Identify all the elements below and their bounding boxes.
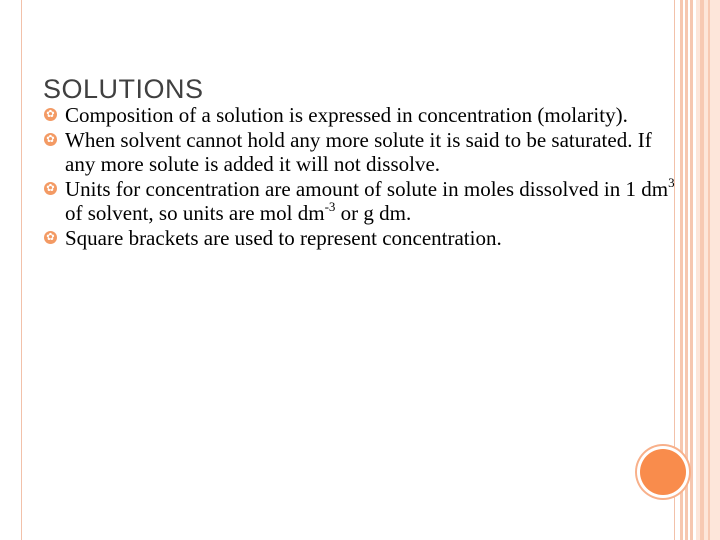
superscript: 3 <box>668 174 675 190</box>
bullet-text: Square brackets are used to represent concentration. <box>65 225 502 250</box>
frame-left-line <box>21 0 22 540</box>
decorative-stripe <box>685 0 688 540</box>
slide-title: SOLUTIONS <box>43 74 204 104</box>
bullet-item <box>45 174 675 226</box>
flower-bullet-icon: ✿ <box>44 231 57 244</box>
flower-bullet-icon: ✿ <box>44 182 57 195</box>
bullet-text: Composition of a solution is expressed in concentration (molarity). <box>65 103 628 127</box>
bullet-item <box>45 103 675 128</box>
bullet-item <box>45 226 675 251</box>
orange-circle-decoration <box>640 449 686 495</box>
decorative-stripe <box>690 0 693 540</box>
decorative-stripe <box>708 0 710 540</box>
bullet-text-part: Units for concentration are amount of solute in moles dissolved in 1 dm <box>65 176 669 201</box>
flower-bullet-icon: ✿ <box>44 108 57 121</box>
superscript: -3 <box>324 199 336 214</box>
bullet-list <box>45 103 675 250</box>
decorative-stripe <box>700 0 704 540</box>
bullet-text-part: or g dm. <box>335 201 412 225</box>
bullet-text-part: of solvent, so units are mol dm <box>65 201 325 225</box>
bullet-text: When solvent cannot hold any more solute it is said to be saturated. If any more solute is added it will not dissolve. <box>65 127 652 176</box>
bullet-item <box>45 128 675 177</box>
flower-bullet-icon: ✿ <box>44 133 57 146</box>
